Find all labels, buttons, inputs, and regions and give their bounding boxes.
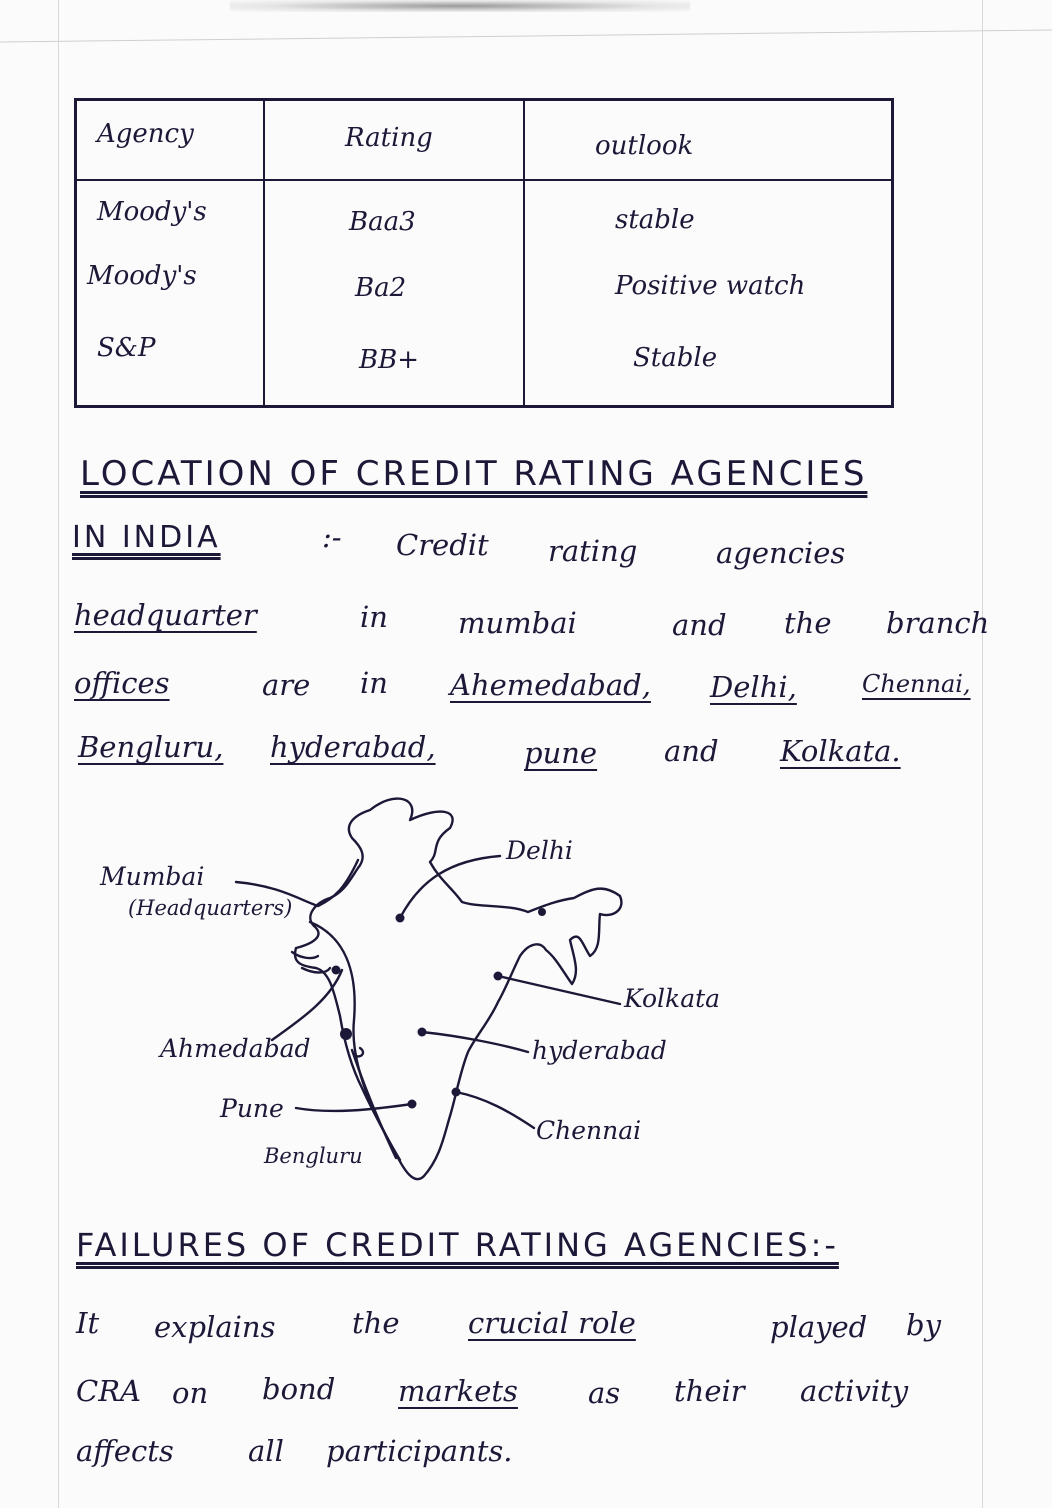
table-cell-agency: S&P bbox=[97, 333, 156, 363]
paragraph-word: as bbox=[588, 1376, 621, 1410]
map-label-hyderabad: hyderabad bbox=[532, 1036, 667, 1065]
map-label-mumbai: Mumbai bbox=[100, 862, 205, 891]
paragraph-word: all bbox=[248, 1434, 284, 1468]
section-heading-location-cont: IN INDIA bbox=[72, 520, 221, 555]
paragraph-word: markets bbox=[398, 1374, 518, 1408]
map-label-delhi: Delhi bbox=[506, 836, 573, 865]
table-cell-agency: Moody's bbox=[97, 197, 207, 227]
table-cell-outlook: Stable bbox=[633, 343, 718, 373]
bengluru-leader bbox=[352, 1050, 396, 1158]
paragraph-word: explains bbox=[154, 1310, 276, 1344]
table-cell-agency: Moody's bbox=[87, 261, 197, 291]
paragraph-word: on bbox=[172, 1376, 209, 1410]
paragraph-word: offices bbox=[74, 666, 170, 700]
paragraph-word: the bbox=[784, 606, 832, 640]
paragraph-word: and bbox=[664, 734, 719, 768]
chennai-leader bbox=[456, 1092, 534, 1128]
table-cell-rating: Baa3 bbox=[349, 207, 416, 237]
paragraph-word: Ahemedabad, bbox=[450, 668, 651, 702]
paragraph-word: by bbox=[906, 1308, 941, 1342]
paragraph-word: and bbox=[672, 608, 727, 642]
paragraph-word: Bengluru, bbox=[78, 730, 224, 764]
map-label-headquarters: (Headquarters) bbox=[128, 896, 293, 920]
paragraph-word: rating bbox=[548, 534, 638, 568]
paragraph-word: participants. bbox=[326, 1434, 513, 1468]
pune-leader bbox=[296, 1104, 412, 1111]
map-label-kolkata: Kolkata bbox=[624, 984, 721, 1013]
paragraph-word: affects bbox=[76, 1434, 174, 1468]
chennai-dot bbox=[452, 1088, 461, 1097]
paragraph-word: are bbox=[262, 668, 311, 702]
ahmedabad-mark bbox=[356, 1048, 363, 1056]
city-dot bbox=[332, 966, 341, 975]
delhi-dot-alt bbox=[538, 908, 546, 916]
table-header-rating: Rating bbox=[345, 123, 433, 153]
paragraph-word: crucial role bbox=[468, 1306, 636, 1340]
map-label-chennai: Chennai bbox=[536, 1116, 642, 1145]
paragraph-word: agencies bbox=[716, 536, 846, 570]
kolkata-dot bbox=[494, 972, 503, 981]
kolkata-leader bbox=[498, 976, 620, 1004]
paragraph-word: Kolkata. bbox=[780, 734, 901, 768]
section-heading-failures: FAILURES OF CREDIT RATING AGENCIES:- bbox=[76, 1226, 839, 1264]
paragraph-word: pune bbox=[524, 736, 598, 770]
paragraph-word: in bbox=[360, 666, 388, 700]
paragraph-word: It bbox=[76, 1306, 100, 1340]
paragraph-word: headquarter bbox=[74, 598, 257, 632]
mumbai-dot bbox=[340, 1028, 352, 1040]
paragraph-word: hyderabad, bbox=[270, 730, 436, 764]
ahmedabad-leader bbox=[272, 970, 342, 1040]
paragraph-word: their bbox=[674, 1374, 745, 1408]
map-label-ahmedabad: Ahmedabad bbox=[160, 1034, 311, 1063]
table-cell-rating: Ba2 bbox=[355, 273, 407, 303]
paragraph-word: bond bbox=[262, 1372, 336, 1406]
mumbai-arc bbox=[310, 922, 400, 1160]
table-header-agency: Agency bbox=[97, 119, 194, 149]
table-cell-outlook: Positive watch bbox=[615, 271, 806, 301]
table-cell-rating: BB+ bbox=[359, 345, 419, 375]
paragraph-word: in bbox=[360, 600, 388, 634]
paragraph-word: Chennai, bbox=[862, 670, 971, 698]
table-cell-outlook: stable bbox=[615, 205, 695, 235]
delhi-dot bbox=[396, 914, 405, 923]
paragraph-word: mumbai bbox=[458, 606, 577, 640]
pune-dot bbox=[408, 1100, 417, 1109]
hyderabad-dot bbox=[418, 1028, 427, 1037]
separator: :- bbox=[322, 520, 342, 554]
paragraph-word: CRA bbox=[76, 1374, 141, 1408]
paragraph-word: Credit bbox=[396, 528, 489, 562]
paragraph-word: branch bbox=[886, 606, 990, 640]
map-label-bengluru: Bengluru bbox=[264, 1144, 363, 1168]
map-label-pune: Pune bbox=[220, 1094, 284, 1123]
paragraph-word: activity bbox=[800, 1374, 909, 1408]
paragraph-word: the bbox=[352, 1306, 400, 1340]
table-header-outlook: outlook bbox=[595, 131, 694, 161]
section-heading-location: LOCATION OF CREDIT RATING AGENCIES bbox=[80, 454, 868, 494]
paragraph-word: Delhi, bbox=[710, 670, 797, 704]
paragraph-word: played bbox=[770, 1310, 868, 1344]
